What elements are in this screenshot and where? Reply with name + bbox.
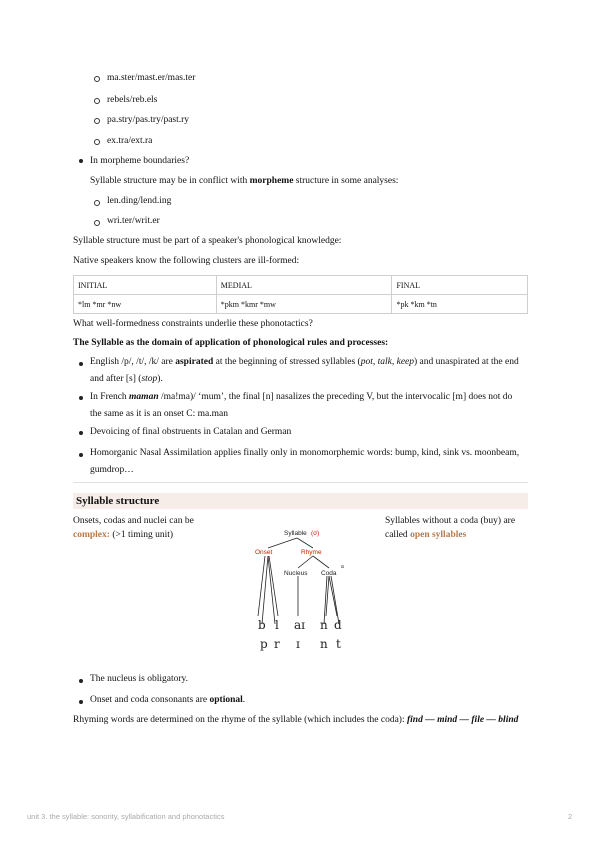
list-item: In morpheme boundaries? xyxy=(90,156,190,166)
list-item: English /p/, /t/, /k/ are aspirated at the beginning of stressed syllables (pot, talk, keep) and unaspirated at the end xyxy=(90,357,519,367)
subheading: The Syllable as the domain of application of phonological rules and processes: xyxy=(73,338,389,348)
segment: n xyxy=(320,637,328,651)
table-cell: *lm *mr *nw xyxy=(74,295,217,314)
list-item-continued: and after [s] (stop). xyxy=(90,374,163,384)
table-cell: *pkm *kmr *mw xyxy=(216,295,392,314)
right-column-text: called open syllables xyxy=(385,530,467,540)
list-bullet xyxy=(79,431,83,435)
footer-title: unit 3. the syllable: sonority, syllabification and phonotactics xyxy=(27,812,225,821)
list-bullet xyxy=(94,118,100,124)
table-header: MEDIAL xyxy=(216,276,392,295)
divider xyxy=(73,482,528,483)
list-item: The nucleus is obligatory. xyxy=(90,674,189,684)
list-bullet xyxy=(94,76,100,82)
tree-rhyme-label: Rhyme xyxy=(301,549,322,556)
segment: p xyxy=(260,637,268,651)
list-item: rebels/reb.els xyxy=(107,95,158,105)
segment: b xyxy=(258,618,266,632)
list-item-continued: the same as it is an onset C: ma.man xyxy=(90,409,228,419)
segment: ɪ xyxy=(296,637,300,651)
page-number: 2 xyxy=(568,812,573,821)
tree-mark: a xyxy=(341,564,344,570)
table-header-row xyxy=(74,276,528,295)
segment: n xyxy=(320,618,328,632)
list-bullet xyxy=(94,220,100,226)
list-item: In French maman /ma!ma)/ ‘mum’, the final [n] nasalizes the preceding V, but the intervocalic [m] does not do xyxy=(90,392,513,402)
table-header: FINAL xyxy=(392,276,528,295)
paragraph: What well-formedness constraints underlie these phonotactics? xyxy=(73,319,313,329)
list-item: len.ding/lend.ing xyxy=(107,196,172,206)
list-bullet xyxy=(94,139,100,145)
segment: r xyxy=(274,637,280,651)
tree-nucleus-label: Nucleus xyxy=(284,570,308,577)
list-bullet xyxy=(79,396,83,400)
tree-onset-label: Onset xyxy=(255,549,273,556)
left-column-text: complex: (>1 timing unit) xyxy=(73,530,174,540)
paragraph: Native speakers know the following clusters are ill-formed: xyxy=(73,256,300,266)
list-item: ex.tra/ext.ra xyxy=(107,136,153,146)
segment: d xyxy=(334,618,342,632)
table-cell: *pk *km *tn xyxy=(392,295,528,314)
list-bullet xyxy=(94,200,100,206)
section-header xyxy=(73,493,528,509)
segment: t xyxy=(336,637,341,651)
segment: l xyxy=(275,618,279,632)
tree-root-label: Syllable xyxy=(284,530,307,537)
list-item: Devoicing of final obstruents in Catalan and German xyxy=(90,427,292,437)
list-bullet xyxy=(94,98,100,104)
list-item: pa.stry/pas.try/past.ry xyxy=(107,115,190,125)
table-header: INITIAL xyxy=(74,276,217,295)
segment: aɪ xyxy=(294,618,305,632)
list-bullet xyxy=(79,453,83,457)
list-item: wri.ter/writ.er xyxy=(107,216,160,226)
list-bullet xyxy=(79,159,83,163)
paragraph: Rhyming words are determined on the rhyme of the syllable (which includes the coda): find — mind — file — blind xyxy=(73,715,519,725)
clusters-table xyxy=(73,275,528,314)
list-item: Homorganic Nasal Assimilation applies finally only in monomorphemic words: bump, kind, sink vs. moonbeam, xyxy=(90,448,520,458)
left-column-text: Onsets, codas and nuclei can be xyxy=(73,516,194,526)
table-row xyxy=(74,295,528,314)
syllable-tree-diagram xyxy=(240,522,370,654)
list-bullet xyxy=(79,700,83,704)
paragraph: Syllable structure must be part of a speaker's phonological knowledge: xyxy=(73,236,342,246)
section-title: Syllable structure xyxy=(76,495,160,507)
list-item: Onset and coda consonants are optional. xyxy=(90,695,246,705)
paragraph: Syllable structure may be in conflict with morpheme structure in some analyses: xyxy=(90,176,399,186)
tree-coda-label: Coda xyxy=(321,570,337,577)
list-item-continued: gumdrop… xyxy=(90,465,134,475)
list-item: ma.ster/mast.er/mas.ter xyxy=(107,73,196,83)
tree-root-symbol: (σ) xyxy=(311,530,320,537)
right-column-text: Syllables without a coda (buy) are xyxy=(385,516,516,526)
list-bullet xyxy=(79,679,83,683)
list-bullet xyxy=(79,362,83,366)
